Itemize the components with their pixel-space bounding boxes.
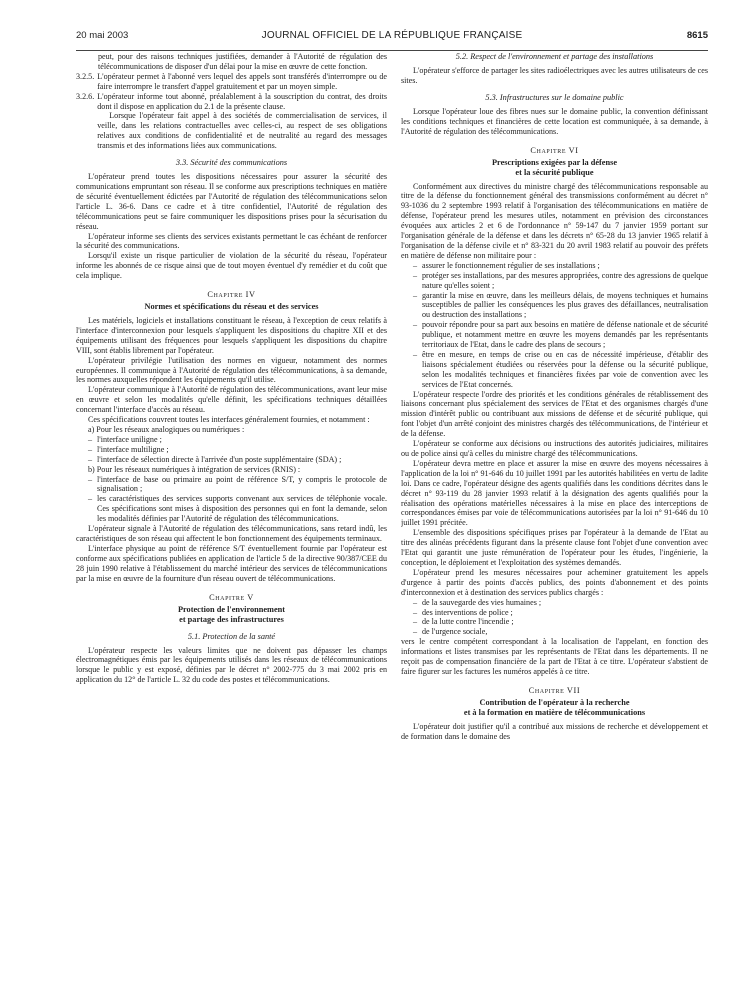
clause-number: 3.2.6. <box>76 91 95 101</box>
paragraph: L'opérateur prend toutes les dispositions nécessaires pour assurer la sécurité des communications empruntant son réseau. Il se conforme aux prescriptions techniques en matière de sécurité éventuellement édictées par l'Autorité de régulation des télécommunications selon l'article L. 36-6. Dans ce cadre et à titre confidentiel, l'Autorité de régulation des télécommunications peut se faire communiquer les dispositions prises pour la sécurisation du réseau. <box>76 172 387 231</box>
list-item: – être en mesure, en temps de crise ou en cas de nécessité impérieuse, d'établir des liaisons spécialement étudiées ou réservées pour la défense ou la sécurité publique, selon les modalités techniques et financières fixées par voie de convention avec les services de l'Etat concernés. <box>413 349 708 389</box>
section-heading-3-3: 3.3. Sécurité des communications <box>175 158 288 168</box>
paragraph: L'opérateur informe tout abonné, préalablement à la souscription du contrat, des droits dont il dispose en application du 2.1 de la présente clause. <box>97 91 387 111</box>
section-heading-5-2: 5.2. Respect de l'environnement et partage des installations <box>455 52 654 61</box>
page-header <box>76 26 708 51</box>
list-item: – l'interface de sélection directe à l'arrivée d'un poste supplémentaire (SDA) ; <box>88 454 342 464</box>
list-item: – de la sauvegarde des vies humaines ; <box>413 597 542 607</box>
paragraph: L'opérateur respecte l'ordre des priorités et les conditions générales de rétablissement des liaisons concernant plus spécialement des services de l'Etat et des organismes chargés d'une mission d'intérêt public ou contribuant aux missions de défense et de sécurité publique, qui font l'objet d'un arrêté conjoint des ministres chargés des télécommunications, de l'intérieur et de la défense. <box>401 389 708 439</box>
chapter-title-vii: Contribution de l'opérateur à la recherche et à la formation en matière de télécommunications <box>463 697 646 717</box>
paragraph: L'interface physique au point de référence S/T éventuellement fournie par l'opérateur est conforme aux spécifications publiées en application de l'article 5 de la directive 90/387/CEE du 28 juin 1990 relative à l'établissement du marché intérieur des services de télécommunications par la mise en œuvre de la fourniture d'un réseau ouvert de télécommunications. <box>76 543 387 583</box>
text-columns <box>76 52 708 980</box>
paragraph: Lorsque l'opérateur loue des fibres nues sur le domaine public, la convention définissant les conditions techniques et financières de cette location est communiquée, à sa demande, à l'Autorité de régulation des télécommunications. <box>401 106 708 136</box>
paragraph: vers le centre compétent correspondant à la localisation de l'appelant, en fonction des informations et listes transmises par les représentants de l'Etat dans les départements. Il ne reçoit pas de compensation financière de la part de l'Etat à ce titre. L'opérateur s'abstient de faire figurer sur les factures les numéros appelés à ce titre. <box>401 637 708 676</box>
paragraph: peut, pour des raisons techniques justifiées, demander à l'Autorité de régulation des télécommunications de disposer d'un délai pour la mise en œuvre de cette fonction. <box>98 52 387 71</box>
list-item: – protéger ses installations, par des mesures appropriées, contre des agressions de quelque nature qu'elles soient ; <box>413 270 708 290</box>
left-column <box>76 52 387 980</box>
list-heading: b) Pour les réseaux numériques à intégration de services (RNIS) : <box>88 464 301 474</box>
list-item: – des interventions de police ; <box>413 607 513 617</box>
paragraph: Les matériels, logiciels et installations constituant le réseau, à l'exception de ceux relatifs à l'interface d'interconnexion pour lesquels s'appliquent les dispositions du chapitre XII et des équipements utilisant des fréquences pour lesquels s'appliquent les dispositions du chapitre VIII, sont établis librement par l'opérateur. <box>76 316 387 355</box>
paragraph: L'opérateur prend les mesures nécessaires pour acheminer gratuitement les appels d'urgence à partir des points d'accès publics, des points d'abonnement et des points d'interconnexion et à destination des services publics chargés : <box>401 567 708 597</box>
chapter-label-iv: Chapitre IV <box>207 290 256 300</box>
paragraph: L'opérateur s'efforce de partager les sites radioélectriques avec les autres utilisateurs de ces sites. <box>401 66 708 85</box>
header-journal-title: JOURNAL OFFICIEL DE LA RÉPUBLIQUE FRANÇAISE <box>261 30 523 41</box>
header-date: 20 mai 2003 <box>76 30 129 41</box>
paragraph: L'opérateur signale à l'Autorité de régulation des télécommunications, sans retard indû, les caractéristiques de son réseau qui affectent le bon fonctionnement des équipements terminaux. <box>76 524 387 543</box>
list-item: – assurer le fonctionnement régulier de ses installations ; <box>413 260 600 270</box>
paragraph: Lorsqu'il existe un risque particulier de violation de la sécurité du réseau, l'opérateur informe les abonnés de ce risque ainsi que de tout moyen éventuel d'y remédier et du coût que cela implique. <box>76 251 387 281</box>
section-heading-5-3: 5.3. Infrastructures sur le domaine public <box>485 92 624 102</box>
list-item: – l'interface de base ou primaire au point de référence S/T, y compris le protocole de signalisation ; <box>88 474 387 494</box>
paragraph: L'opérateur communique à l'Autorité de régulation des télécommunications, avant leur mise en œuvre et selon les modalités qu'elle définit, les spécifications techniques détaillées concernant l'interface d'accès au réseau. <box>76 385 387 415</box>
list-item: – l'interface multiligne ; <box>88 444 169 454</box>
list-item: – l'interface uniligne ; <box>88 434 162 444</box>
clause-3-2-5 <box>76 72 387 92</box>
list-item: – garantir la mise en œuvre, dans les meilleurs délais, de moyens techniques et humains susceptibles de pallier les conséquences les plus graves des défaillances, neutralisation ou destruction des installations ; <box>413 290 708 320</box>
paragraph: Conformément aux directives du ministre chargé des télécommunications responsable au titre de la défense du fonctionnement général des transmissions conformément au décret n° 93-1036 du 2 septembre 1993 relatif à l'organisation des télécommunications en matière de défense, l'opérateur prend les mesures utiles, notamment en prévision des circonstances évoquées aux articles 2 et 6 de l'ordonnance n° 59-147 du 7 janvier 1959 portant sur l'organisation générale de la défense et dans les décrets n° 65-28 du 13 janvier 1965 relatif à l'organisation de la défense civile et n° 83-321 du 20 avril 1983 relatif au pouvoir des préfets en matière de défense non militaire pour : <box>401 181 708 260</box>
list-item: – les caractéristiques des services supports convenant aux services de téléphonie vocale. Ces spécifications sont mises à disposition des personnes qui en font la demande, selon les modalités définies par l'Autorité de régulation des télécommunications. <box>88 494 387 524</box>
paragraph: L'opérateur devra mettre en place et assurer la mise en œuvre des moyens nécessaires à l'application de la loi n° 91-646 du 10 juillet 1991 par les autorités habilitées en vertu de ladite loi. Dans ce cadre, l'opérateur désigne des agents qualifiés dans les conditions décrites dans le décret n° 93-119 du 28 janvier 1993 relatif à la désignation des agents qualifiés pour la réalisation des opérations matérielles nécessaires à la mise en place des interceptions de correspondances émises par voie de télécommunications autorisées par la loi n° 91-646 du 10 juillet 1991 précitée. <box>401 458 708 528</box>
list-item: – de la lutte contre l'incendie ; <box>413 617 514 627</box>
paragraph: L'opérateur doit justifier qu'il a contribué aux missions de recherche et développement et de formation dans le domaine des <box>401 721 708 741</box>
chapter-title-iv: Normes et spécifications du réseau et des services <box>144 302 319 312</box>
paragraph: L'opérateur se conforme aux décisions ou instructions des autorités judiciaires, militaires ou de police ainsi qu'à celles du ministre chargé des télécommunications. <box>401 439 708 458</box>
paragraph: L'opérateur informe ses clients des services existants permettant le cas échéant de renforcer la sécurité des communications. <box>76 231 387 251</box>
chapter-label-vii: Chapitre VII <box>528 685 581 695</box>
chapter-label-vi: Chapitre VI <box>530 145 579 155</box>
list-item: – pouvoir répondre pour sa part aux besoins en matière de défense nationale et de sécurité publique, et notamment mettre en œuvre les moyens demandés par les représentants territoriaux de l'Etat, dans le cadre des plans de secours ; <box>413 320 708 350</box>
header-page-number: 8615 <box>686 30 708 41</box>
chapter-title-vi: Prescriptions exigées par la défense et la sécurité publique <box>491 157 618 177</box>
paragraph: Ces spécifications couvrent toutes les interfaces généralement fournies, et notamment : <box>88 415 370 425</box>
clause-3-2-6 <box>76 92 387 151</box>
paragraph: L'opérateur permet à l'abonné vers lequel des appels sont transférés d'interrompre ou de faire interrompre le transfert d'appel gratuitement et par un moyen simple. <box>97 71 387 91</box>
chapter-label-v: Chapitre V <box>209 592 254 602</box>
paragraph: L'opérateur privilégie l'utilisation des normes en vigueur, notamment des normes européennes. Il communique à l'Autorité de régulation des télécommunications, à sa demande, les normes auxquelles répondent les équipements qu'il utilise. <box>76 355 387 385</box>
paragraph: Lorsque l'opérateur fait appel à des sociétés de commercialisation de services, il veille, dans les relations contractuelles avec celles-ci, au respect de ses obligations relatives aux conditions de confidentialité et de neutralité au regard des messages transmis et des informations liées aux communications. <box>97 111 387 151</box>
list-heading: a) Pour les réseaux analogiques ou numériques : <box>88 425 245 434</box>
chapter-title-v: Protection de l'environnement et partage des infrastructures <box>177 604 286 624</box>
list-item: – de l'urgence sociale, <box>413 627 488 637</box>
section-heading-5-1: 5.1. Protection de la santé <box>187 631 276 641</box>
clause-number: 3.2.5. <box>76 71 95 81</box>
right-column <box>401 52 708 980</box>
paragraph: L'opérateur respecte les valeurs limites que ne doivent pas dépasser les champs électromagnétiques émis par les équipements utilisés dans les réseaux de télécommunications lorsque le public y est exposé, définies par le décret n° 2002-775 du 3 mai 2002 pris en application du 12° de l'article L. 32 du code des postes et télécommunications. <box>76 645 387 685</box>
paragraph: L'ensemble des dispositions spécifiques prises par l'opérateur à la demande de l'Etat au titre des alinéas précédents figurant dans la présente clause font l'objet d'une convention avec l'Etat qui garantit une juste rémunération de l'opérateur pour les études, l'ingénierie, la conception, le déploiement et l'exploitation des systèmes demandés. <box>401 528 708 567</box>
